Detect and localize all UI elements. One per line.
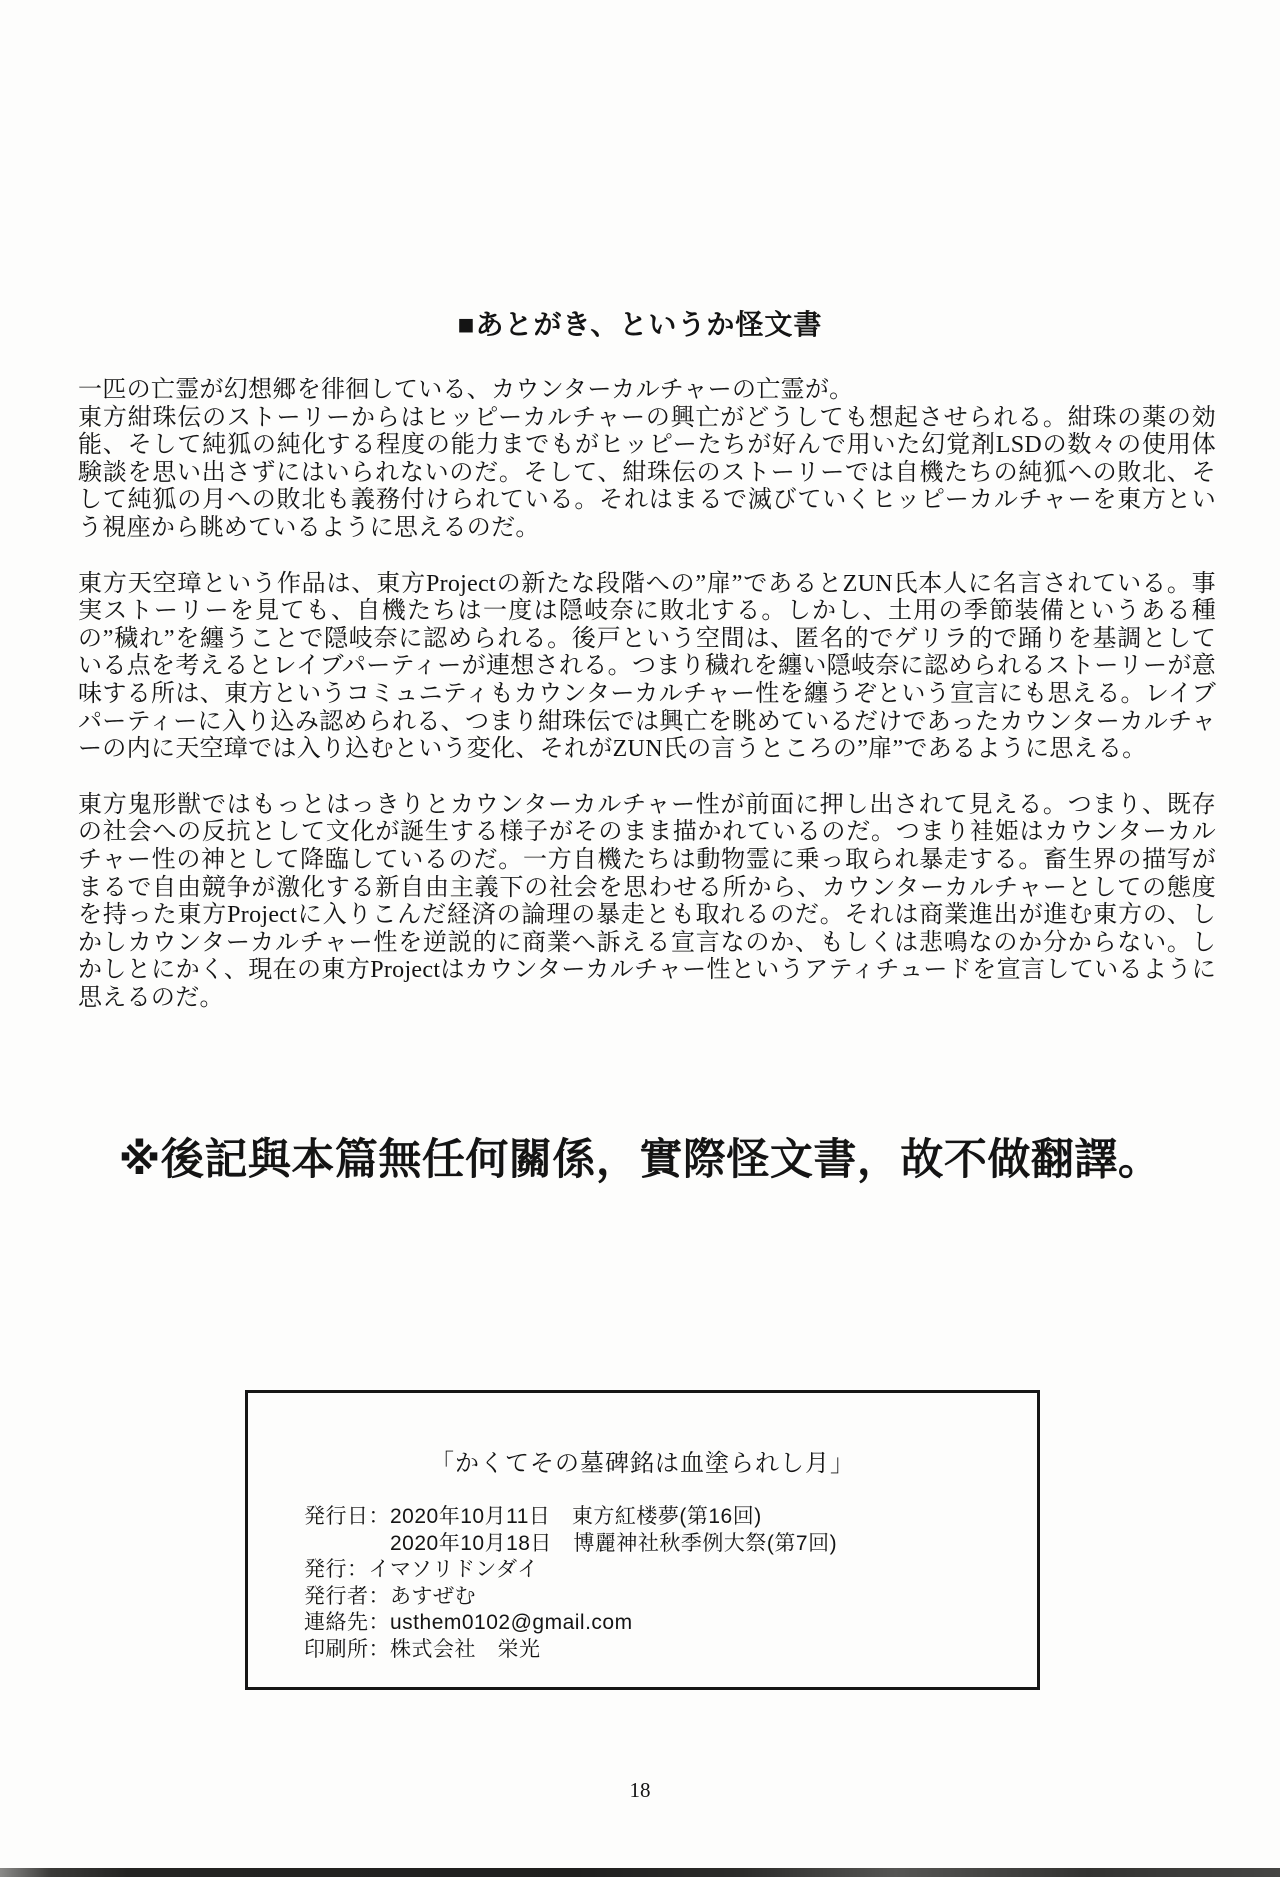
colophon-row: 発行者：あすぜむ [304,1584,476,1608]
translator-notice: ※後記與本篇無任何關係，實際怪文書，故不做翻譯。 [118,1136,1162,1184]
paragraph [78,377,1216,543]
colophon-rows [304,1504,1037,1663]
paragraph [78,792,1216,1013]
paragraph-block: 東方鬼形獣ではもっとはっきりとカウンターカルチャー性が前面に押し出されて見える。つまり、既存の社会への反抗として文化が誕生する様子がそのまま描かれているのだ。つまり袿姫はカウンターカルチャー性の神として降臨しているのだ。一方自機たちは動物霊に乗っ取られ暴走する。畜生界の描写がまるで自由競争が激化する新自由主義下の社会を思わせる所から、カウンターカルチャーとしての態度を持った東方Projectに入りこんだ経済の論理の暴走とも取れるのだ。それは商業進出が進む東方の、しかしカウンターカルチャー性を逆説的に商業へ訴える宣言なのか、もしくは悲鳴なのか分からない。しかしとにかく、現在の東方Projectはカウンターカルチャー性というアティチュードを宣言しているように思えるのだ。 [78,791,1216,1011]
colophon-row: 発行日：2020年10月11日 東方紅楼夢(第16回) [304,1505,762,1528]
colophon-row: 発行：イマソリドンダイ [304,1558,539,1581]
paragraph [78,571,1216,764]
colophon-box [245,1390,1040,1690]
colophon-row: 印刷所：株式会社 栄光 [304,1637,541,1661]
scan-edge-artifact [0,1868,1280,1877]
paragraph-block: 東方紺珠伝のストーリーからはヒッピーカルチャーの興亡がどうしても想起させられる。紺珠の薬の効能、そして純狐の純化する程度の能力までもがヒッピーたちが好んで用いた幻覚剤LSDの数々の使用体験談を思い出さずにはいられないのだ。そして、紺珠伝のストーリーでは自機たちの純狐への敗北、そして純狐の月への敗北も義務付けられている。それはまるで滅びていくヒッピーカルチャーを東方という視座から眺めているように思えるのだ。 [78,404,1216,541]
afterword-body [78,377,1216,1012]
book-title: 「かくてその墓碑銘は血塗られし月」 [430,1450,855,1477]
paragraph-block: 東方天空璋という作品は、東方Projectの新たな段階への”扉”であるとZUN氏本人に名言されている。事実ストーリーを見ても、自機たちは一度は隠岐奈に敗北する。しかし、土用の季節装備というある種の”穢れ”を纏うことで隠岐奈に認められる。後戸という空間は、匿名的でゲリラ的で踊りを基調としている点を考えるとレイブパーティーが連想される。つまり穢れを纏い隠岐奈に認められるストーリーが意味する所は、東方というコミュニティもカウンターカルチャー性を纏うぞという宣言にも思える。レイブパーティーに入り込み認められる、つまり紺珠伝では興亡を眺めているだけであったカウンターカルチャーの内に天空璋では入り込むという変化、それがZUN氏の言うところの”扉”であるように思える。 [78,570,1216,763]
colophon-row: 2020年10月18日 博麗神社秋季例大祭(第7回) [304,1531,838,1555]
colophon-row: 連絡先：usthem0102@gmail.com [304,1611,633,1634]
paragraph-block: 一匹の亡霊が幻想郷を徘徊している、カウンターカルチャーの亡霊が。 [78,377,854,403]
afterword-heading: ■あとがき、というか怪文書 [457,310,823,341]
page-number: 18 [629,1778,651,1802]
